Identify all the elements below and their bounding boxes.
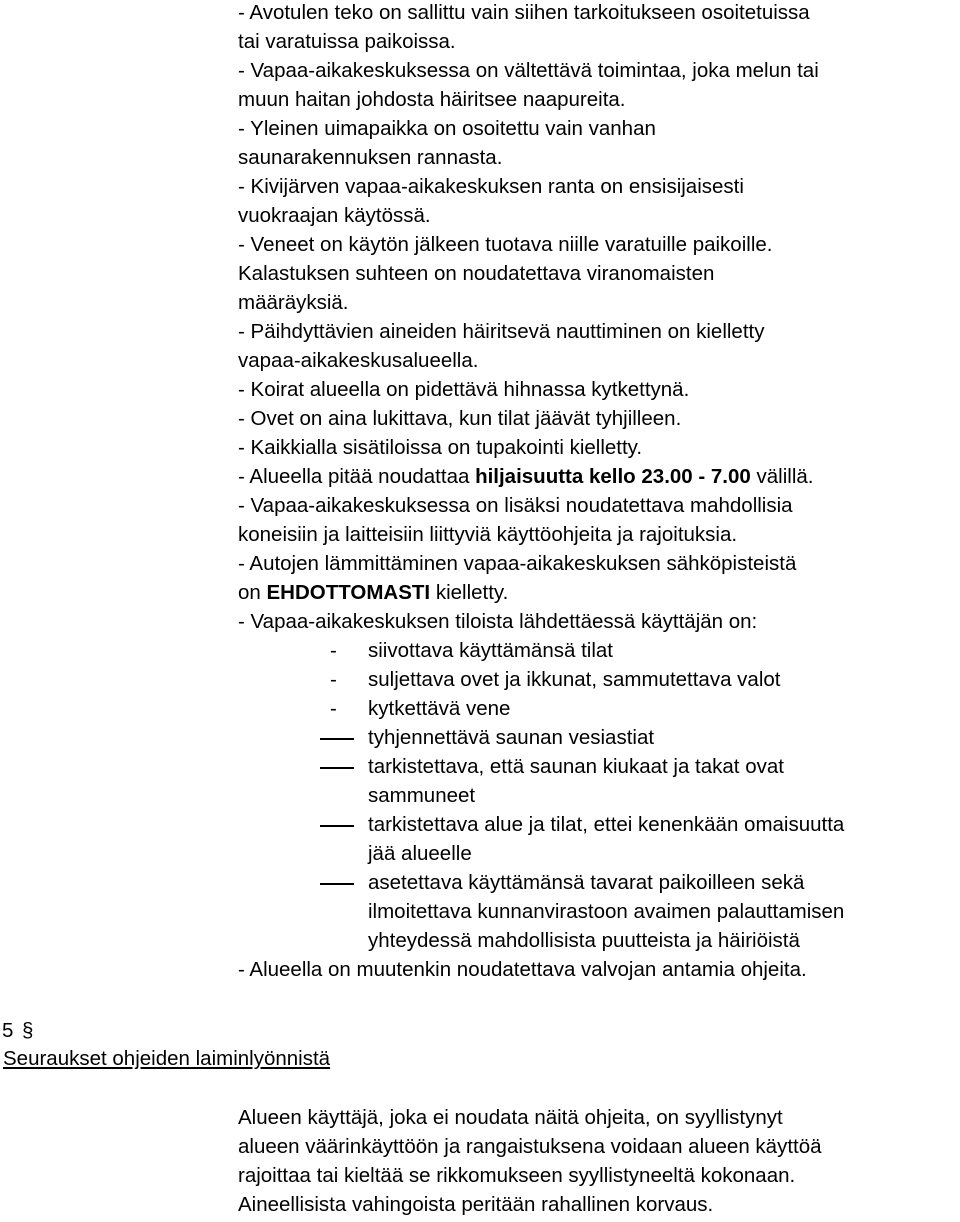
departure-item: ilmoitettava kunnanvirastoon avaimen palauttamisen	[368, 900, 845, 923]
dash-marker	[320, 825, 354, 827]
departure-item: tyhjennettävä saunan vesiastiat	[368, 726, 655, 749]
consequence-line: alueen väärinkäyttöön ja rangaistuksena voidaan alueen käyttöä	[238, 1135, 822, 1158]
rule-line: - Vapaa-aikakeskuksessa on lisäksi noudatettava mahdollisia	[238, 494, 793, 517]
departure-marker: -	[330, 697, 337, 720]
rule-line: - Yleinen uimapaikka on osoitettu vain vanhan	[238, 117, 656, 140]
quiet-hours-post: välillä.	[750, 465, 814, 488]
departure-item: jää alueelle	[368, 842, 472, 865]
rule-line: - Veneet on käytön jälkeen tuotava niille varatuille paikoille.	[238, 233, 773, 256]
departure-item: kytkettävä vene	[368, 697, 511, 720]
rule-line: Kalastuksen suhteen on noudatettava viranomaisten	[238, 262, 715, 285]
rule-line: - Koirat alueella on pidettävä hihnassa kytkettynä.	[238, 378, 690, 401]
departure-item: yhteydessä mahdollisista puutteista ja häiriöistä	[368, 929, 800, 952]
rule-line: vuokraajan käytössä.	[238, 204, 431, 227]
departure-item: sammuneet	[368, 784, 476, 807]
rule-line: koneisiin ja laitteisiin liittyviä käyttöohjeita ja rajoituksia.	[238, 523, 738, 546]
quiet-hours-pre: - Alueella pitää noudattaa	[238, 465, 476, 488]
final-rule: - Alueella on muutenkin noudatettava valvojan antamia ohjeita.	[238, 958, 807, 981]
departure-item: tarkistettava alue ja tilat, ettei kenenkään omaisuutta	[368, 813, 845, 836]
rule-line: - Avotulen teko on sallittu vain siihen tarkoitukseen osoitetuissa	[238, 1, 810, 24]
rule-line: määräyksiä.	[238, 291, 349, 314]
quiet-hours-bold: hiljaisuutta kello 23.00 - 7.00	[475, 465, 751, 488]
quiet-hours-rule	[238, 462, 813, 491]
rule-line: - Kivijärven vapaa-aikakeskuksen ranta on ensisijaisesti	[238, 175, 744, 198]
departure-item: asetettava käyttämänsä tavarat paikoilleen sekä	[368, 871, 805, 894]
departure-intro: - Vapaa-aikakeskuksen tiloista lähdettäessä käyttäjän on:	[238, 610, 758, 633]
rule-line: vapaa-aikakeskusalueella.	[238, 349, 479, 372]
rule-line: - Ovet on aina lukittava, kun tilat jäävät tyhjilleen.	[238, 407, 682, 430]
departure-item: tarkistettava, että saunan kiukaat ja takat ovat	[368, 755, 784, 778]
consequence-line: Aineellisista vahingoista peritään rahallinen korvaus.	[238, 1193, 714, 1216]
section-title: Seuraukset ohjeiden laiminlyönnistä	[3, 1047, 331, 1070]
rule-line: muun haitan johdosta häiritsee naapureita.	[238, 88, 626, 111]
departure-marker: -	[330, 639, 337, 662]
car-heating-pre: on	[238, 581, 267, 604]
consequence-line: rajoittaa tai kieltää se rikkomukseen syyllistyneeltä kokonaan.	[238, 1164, 796, 1187]
consequence-line: Alueen käyttäjä, joka ei noudata näitä ohjeita, on syyllistynyt	[238, 1106, 783, 1129]
rule-line: saunarakennuksen rannasta.	[238, 146, 503, 169]
rule-line: tai varatuissa paikoissa.	[238, 30, 456, 53]
rule-line: - Autojen lämmittäminen vapaa-aikakeskuksen sähköpisteistä	[238, 552, 797, 575]
departure-item: suljettava ovet ja ikkunat, sammutettava valot	[368, 668, 781, 691]
rule-line: - Kaikkialla sisätiloissa on tupakointi kielletty.	[238, 436, 643, 459]
rule-line: - Vapaa-aikakeskuksessa on vältettävä toimintaa, joka melun tai	[238, 59, 819, 82]
departure-marker: -	[330, 668, 337, 691]
departure-item: siivottava käyttämänsä tilat	[368, 639, 613, 662]
rule-line: - Päihdyttävien aineiden häiritsevä nauttiminen on kielletty	[238, 320, 765, 343]
section-symbol: §	[22, 1019, 34, 1042]
dash-marker	[320, 883, 354, 885]
car-heating-rule	[238, 578, 508, 607]
section-number: 5	[2, 1019, 14, 1042]
dash-marker	[320, 767, 354, 769]
dash-marker	[320, 738, 354, 740]
car-heating-post: kielletty.	[430, 581, 509, 604]
car-heating-bold: EHDOTTOMASTI	[266, 581, 431, 604]
